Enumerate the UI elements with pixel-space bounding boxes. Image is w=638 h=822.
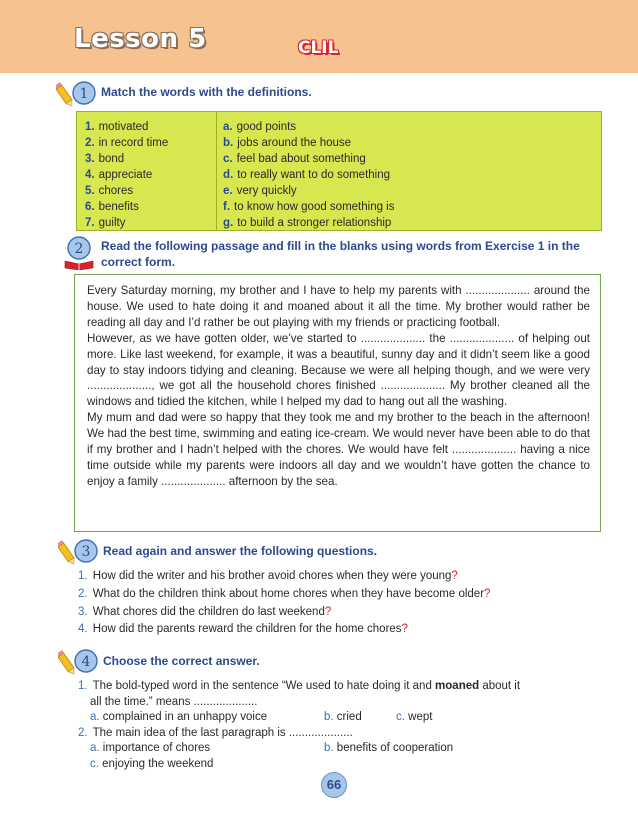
ex4-question-1-cont: all the time.” means ....................: [90, 695, 258, 708]
definitions-column: [223, 119, 395, 231]
passage-paragraph-3: My mum and dad were so happy that they took me and my brother to the beach in the afternoon! We had the best time, swimming and eating ice-cream. We would never have been able to do that if my brother and I hadn’t helped with the chores. We would have felt .................... having a nice time outside while my parents were indoors all day and we wouldn’t have gotten the chance to enjoy a family .................... afternoon by the sea.: [87, 411, 590, 488]
word-row: 7. guilty: [85, 217, 126, 229]
question-row: 4. How did the parents reward the children for the home chores?: [78, 623, 408, 636]
svg-text:1: 1: [79, 86, 89, 102]
ex4-question-1-options: [78, 710, 520, 726]
word-row: 5. chores: [85, 185, 134, 197]
match-table: [76, 111, 602, 231]
exercise-1-pencil-icon: [56, 78, 96, 108]
option: c. wept: [396, 711, 433, 723]
ex4-question-1: 1. The bold-typed word in the sentence “We used to hate doing it and moaned about it: [78, 680, 521, 692]
word-row: 1. motivated: [85, 121, 149, 133]
definition-row: g. to build a stronger relationship: [223, 217, 392, 229]
passage-text: [87, 283, 590, 490]
definition-row: b. jobs around the house: [223, 137, 352, 149]
option: b. cried: [324, 711, 362, 723]
passage-paragraph-1: Every Saturday morning, my brother and I have to help my parents with .................... around the house. We used to hate doing it and moaned about it all the time. My brother would rather be reading all day and I’d rather be out playing with my friends or practicing football.: [87, 284, 590, 329]
definition-row: f. to know how good something is: [223, 201, 395, 213]
page-header: [0, 0, 638, 73]
exercise-3-questions: [78, 568, 490, 639]
definition-row: d. to really want to do something: [223, 169, 391, 181]
word-row: 2. in record time: [85, 137, 169, 149]
exercise-2-instruction: Read the following passage and fill in the blanks using words from Exercise 1 in the correct form.: [101, 239, 580, 269]
option: b. benefits of cooperation: [324, 742, 454, 754]
svg-text:4: 4: [81, 654, 91, 670]
match-divider: [216, 112, 217, 230]
exercise-4-instruction: Choose the correct answer.: [103, 654, 260, 668]
passage-paragraph-2: However, as we have gotten older, we’ve started to .................... the .................... of helping out more. Like last weekend, for example, it was a beautiful, sunny day and it didn’t seem like a good day to stay indoors tidying and cleaning. Because we were all helping though, and we were very ...................., we got all the household chores finished .................... My brother cleaned all the windows and tidied the kitchen, while I helped my dad to hang out all the washing.: [87, 331, 590, 409]
exercise-3-instruction: Read again and answer the following questions.: [103, 544, 378, 558]
clil-tag: CLIL: [298, 38, 339, 58]
exercise-1-instruction: Match the words with the definitions.: [101, 85, 312, 99]
word-row: 4. appreciate: [85, 169, 153, 181]
ex4-question-2-options-cont: c. enjoying the weekend: [90, 757, 214, 770]
page-number: 66: [321, 772, 347, 798]
question-row: 3. What chores did the children do last weekend?: [78, 605, 332, 618]
definition-row: e. very quickly: [223, 185, 297, 197]
ex4-question-2-options: [78, 741, 520, 757]
svg-text:3: 3: [81, 544, 91, 560]
ex4-question-2: 2. The main idea of the last paragraph is ....................: [78, 726, 353, 739]
words-column: [85, 119, 168, 231]
passage-box: [74, 274, 601, 532]
exercise-2-book-icon: [62, 234, 96, 270]
word-row: 3. bond: [85, 153, 125, 165]
definition-row: a. good points: [223, 121, 297, 133]
lesson-title: Lesson 5: [74, 24, 207, 54]
word-row: 6. benefits: [85, 201, 139, 213]
definition-row: c. feel bad about something: [223, 153, 366, 165]
exercise-4-questions: [78, 679, 520, 772]
exercise-3-pencil-icon: [58, 536, 98, 566]
exercise-4-pencil-icon: [58, 646, 98, 676]
option: a. complained in an unhappy voice: [90, 711, 268, 723]
svg-text:2: 2: [74, 241, 84, 257]
question-row: 2. What do the children think about home chores when they have become older?: [78, 587, 491, 600]
option: a. importance of chores: [90, 742, 211, 754]
question-row: 1. How did the writer and his brother avoid chores when they were young?: [78, 570, 458, 582]
